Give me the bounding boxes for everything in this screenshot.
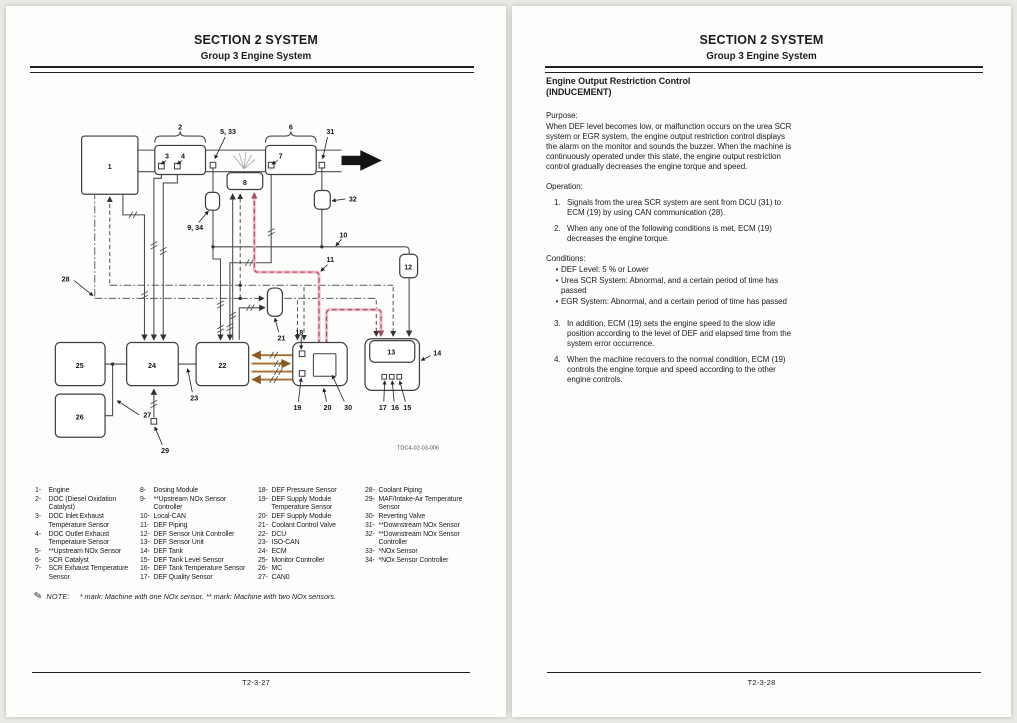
- operation-item-3: 3. In addition, ECM (19) sets the engine speed to the slow idle position according to the level of DEF and elapsed time from the system error occurrence.: [554, 319, 792, 348]
- exhaust-flow-arrow-icon: [342, 150, 382, 171]
- diagram-label-2: 2: [178, 123, 183, 132]
- bracket-doc: [155, 131, 206, 142]
- box-scr: [266, 145, 317, 174]
- diagram-label-29: 29: [161, 447, 170, 456]
- legend-item: 6- SCR Catalyst: [35, 556, 89, 564]
- legend-item: 21- Coolant Control Valve: [258, 521, 336, 529]
- note-label: NOTE:: [46, 592, 70, 601]
- legend-item: 13- DEF Sensor Unit: [140, 539, 204, 547]
- condition-bullet-1: • DEF Level: 5 % or Lower: [546, 265, 798, 275]
- legend-item: 22- DCU: [258, 530, 287, 538]
- group-title: Group 3 Engine System: [706, 51, 817, 62]
- diagram-label-31: 31: [326, 128, 335, 137]
- legend-item: 28- Coolant Piping: [365, 487, 422, 494]
- diagram-label-12: 12: [404, 263, 413, 272]
- diagram-label-19: 19: [293, 404, 302, 413]
- legend-column-2: [140, 487, 255, 583]
- diagram-label-24: 24: [148, 361, 156, 370]
- section-title: SECTION 2 SYSTEM: [193, 33, 319, 47]
- legend-item: 4- DOC Outlet Exhaust Temperature Sensor: [35, 530, 110, 547]
- conditions-heading: Conditions:: [546, 254, 586, 263]
- diagram-label-4: 4: [180, 152, 185, 161]
- page-number: T2-3-28: [747, 678, 776, 687]
- diagram-label-5-33: 5, 33: [220, 128, 236, 137]
- diagram-label-8: 8: [242, 178, 247, 187]
- right-page: [512, 6, 1011, 717]
- article-title-line1: Engine Output Restriction Control: [546, 76, 691, 86]
- legend-item: 32- **Downstream NOx Sensor Controller: [365, 530, 460, 547]
- legend-item: 1- Engine: [35, 487, 70, 494]
- box-reverting-valve: [313, 354, 336, 377]
- bullet-icon: •: [555, 265, 559, 274]
- diagram-label-25: 25: [75, 361, 84, 370]
- section-title: SECTION 2 SYSTEM: [699, 33, 824, 47]
- sensor-upstream-nox: [210, 162, 216, 168]
- diagram-label-13: 13: [387, 348, 396, 357]
- legend-item: 10- Local-CAN: [140, 513, 186, 521]
- legend-item: 29- MAF/Intake-Air Temperature Sensor: [365, 495, 463, 512]
- group-title: Group 3 Engine System: [200, 51, 312, 62]
- page-number: T2-3-27: [242, 678, 270, 687]
- footer-rule: [32, 672, 470, 673]
- diagram-label-3: 3: [165, 152, 169, 161]
- article-title-line2: (INDUCEMENT): [546, 86, 612, 97]
- left-page: [6, 6, 506, 717]
- diagram-label-15: 15: [403, 404, 412, 413]
- sensor-def-pressure: [299, 351, 305, 357]
- diagram-label-23: 23: [190, 394, 199, 403]
- legend-item: 5- **Upstream NOx Sensor: [35, 547, 122, 555]
- note-text: * mark: Machine with one NOx sensor. ** mark: Machine with two NOx sensors.: [79, 592, 337, 601]
- box-upstream-nox-controller: [205, 192, 219, 210]
- legend-item: 24- ECM: [258, 547, 287, 555]
- legend-item: 14- DEF Tank: [140, 547, 183, 555]
- diagram-label-30: 30: [344, 404, 353, 413]
- diagram-label-27: 27: [143, 411, 152, 420]
- condition-bullet-2: • Urea SCR System: Abnormal, and a certain period of time has passed: [546, 276, 798, 296]
- box-coolant-control-valve: [267, 288, 282, 316]
- diagram-label-14: 14: [433, 349, 442, 358]
- diagram-label-7: 7: [278, 152, 283, 161]
- diagram-label-1: 1: [107, 162, 112, 171]
- legend-column-3: [258, 487, 362, 583]
- diagram-label-26: 26: [75, 413, 84, 422]
- operation-item-1: 1. Signals from the urea SCR system are sent from DCU (31) to ECM (19) by using CAN communication (28).: [554, 198, 782, 217]
- legend-item: 33- *NOx Sensor: [365, 547, 418, 555]
- pencil-note-icon: ✎: [33, 590, 44, 603]
- legend-item: 12- DEF Sensor Unit Controller: [140, 530, 235, 538]
- article-title: [546, 76, 798, 97]
- header-rule: [545, 66, 983, 73]
- bullet-icon: •: [555, 276, 559, 285]
- figure-code: TDC4-02-03-006: [396, 445, 440, 452]
- legend-item: 23- ISO-CAN: [258, 539, 300, 547]
- legend-item: 19- DEF Supply Module Temperature Sensor: [258, 495, 333, 512]
- diagram-label-32: 32: [348, 195, 357, 204]
- condition-bullet-3: • EGR System: Abnormal, and a certain period of time has passed: [546, 297, 798, 307]
- legend-column-4: [365, 487, 483, 565]
- diagram-label-18: 18: [295, 328, 304, 337]
- legend-item: 20- DEF Supply Module: [258, 513, 332, 521]
- legend-item: 7- SCR Exhaust Temperature Sensor: [35, 565, 129, 582]
- page-header: [6, 33, 506, 62]
- legend-item: 25- Monitor Controller: [258, 556, 325, 564]
- def-spray-icon: [234, 152, 256, 169]
- purpose-heading: Purpose:: [546, 111, 578, 120]
- diagram-label-22: 22: [218, 361, 227, 370]
- legend-item: 11- DEF Piping: [140, 521, 188, 529]
- sensor-downstream-nox: [319, 162, 325, 168]
- diagram-label-28: 28: [61, 275, 70, 284]
- sensor-maf-intake-temp: [151, 419, 157, 425]
- legend-item: 27- CAN0: [258, 574, 290, 582]
- legend-item: 3- DOC Inlet Exhaust Temperature Sensor: [35, 513, 110, 529]
- operation-item-2: 2. When any one of the following conditions is met, ECM (19) decreases the engine torque.: [554, 224, 772, 243]
- diagram-label-10: 10: [339, 231, 348, 240]
- header-rule: [30, 66, 474, 73]
- page-header: [512, 33, 1011, 62]
- box-downstream-nox-controller: [314, 190, 330, 209]
- legend-item: 2- DOC (Diesel Oxidation Catalyst): [35, 495, 117, 512]
- legend-item: 30- Reverting Valve: [365, 513, 426, 521]
- legend-item: 31- **Downstream NOx Sensor: [365, 521, 460, 529]
- legend-item: 9- **Upstream NOx Sensor Controller: [140, 495, 227, 512]
- diagram-label-20: 20: [323, 404, 332, 413]
- sensor-def-tank-temp: [389, 374, 394, 379]
- legend-column-1: [35, 487, 136, 583]
- diagram-label-17: 17: [378, 404, 387, 413]
- article-column: [546, 76, 798, 385]
- legend-item: 16- DEF Tank Temperature Sensor: [140, 565, 246, 573]
- legend-item: 15- DEF Tank Level Sensor: [140, 556, 224, 564]
- diagram-label-9-34: 9, 34: [187, 223, 204, 232]
- diagram-label-21: 21: [277, 334, 286, 343]
- bracket-scr: [266, 131, 317, 142]
- operation-item-4: 4. When the machine recovers to the normal condition, ECM (19) controls the engine torque and speed according to the other engine controls.: [554, 355, 786, 384]
- diagram-label-16: 16: [391, 404, 400, 413]
- legend-item: 18- DEF Pressure Sensor: [258, 487, 337, 494]
- diagram-label-11: 11: [326, 255, 335, 264]
- bullet-icon: •: [555, 297, 559, 306]
- legend-item: 17- DEF Quality Sensor: [140, 574, 213, 582]
- legend-item: 34- *NOx Sensor Controller: [365, 556, 449, 564]
- diagram-label-6: 6: [288, 123, 293, 132]
- sensor-def-quality: [382, 374, 387, 379]
- sensor-def-tank-level: [397, 374, 402, 379]
- note: [34, 592, 486, 601]
- legend-item: 8- Dosing Module: [140, 487, 199, 494]
- operation-heading: Operation:: [546, 182, 583, 191]
- sensor-def-supply-temp: [299, 371, 305, 377]
- footer-rule: [547, 672, 981, 673]
- engine-system-diagram: [30, 78, 487, 470]
- diagram-boxes: [55, 131, 419, 437]
- legend-item: 26- MC: [258, 565, 283, 573]
- purpose-paragraph: When DEF level becomes low, or malfunction occurs on the urea SCR system or EGR system, the engine output restriction control displays the alarm on the monitor and sounds the buzzer. When the machine is continuously operated under this state, the engine output restriction control gradually decreases the engine torque and speed.: [546, 122, 792, 171]
